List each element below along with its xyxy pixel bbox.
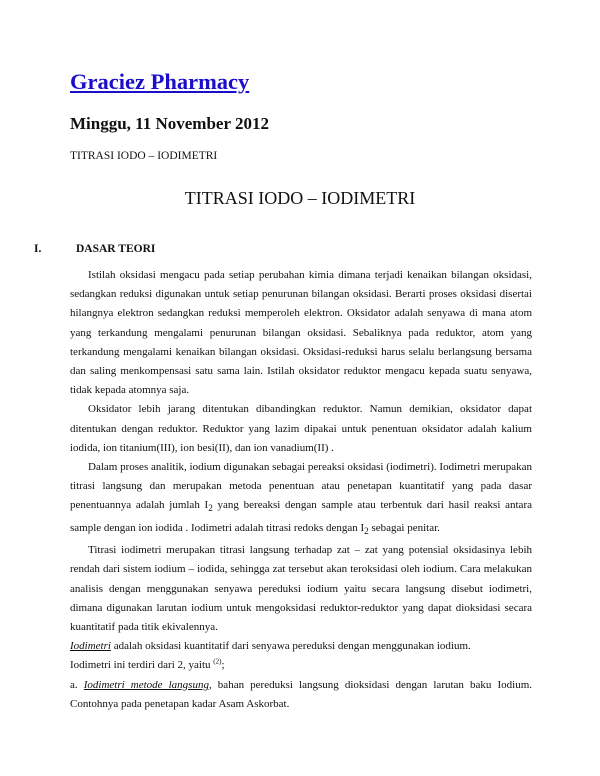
section-number: I.	[34, 243, 42, 255]
iodimetri-term: Iodimetri	[70, 640, 111, 653]
paragraph-1: Istilah oksidasi mengacu pada setiap perubahan kimia dimana terjadi kenaikan bilangan oksidasi, sedangkan reduksi digunakan untuk setiap penurunan bilangan oksidasi. Berarti proses oksidasi disertai hilangnya elektron sedangkan reduksi memperoleh elektron. Oksidator adalah senyawa di mana atom yang terkandung mengalami penurunan bilangan oksidasi. Sebaliknya pada reduktor, atom yang terkandung mengalami kenaikan bilangan oksidasi. Oksidasi-reduksi harus selalu berlangsung bersama dan saling menkompensasi satu sama lain. Istilah oksidator reduktor mengacu kepada suatu senyawa, tidak kepada atomnya saja.	[70, 269, 532, 397]
list-item-a-term: Iodimetri metode langsung	[83, 678, 209, 691]
paragraph-5	[70, 637, 532, 656]
paragraph-4: Titrasi iodimetri merupakan titrasi langsung terhadap zat – zat yang potensial oksidasinya lebih rendah dari sistem iodium – iodida, sehingga zat tersebut akan teroksidasi oleh iodium. Cara melakukan analisis dengan menggunakan senyawa pereduksi iodium yaitu secara langsung disebut iodimetri, dimana digunakan larutan iodium untuk mengoksidasi reduktor-reduktor yang dapat dioksidasi secara kuantitatif pada titik ekivalennya.	[70, 544, 532, 634]
paragraph-2: Oksidator lebih jarang ditentukan dibandingkan reduktor. Namun demikian, oksidator dapat ditentukan dengan reduktor. Reduktor yang lazim dipakai untuk penentuan oksidator adalah kalium iodida, ion titanium(III), ion besi(II), dan ion vanadium(II) .	[70, 403, 532, 454]
paragraph-6-text: Iodimetri ini terdiri dari 2, yaitu	[70, 659, 214, 672]
section-heading	[34, 243, 155, 255]
document-body	[70, 266, 532, 714]
list-item-a-rest: , bahan pereduksi langsung dioksidasi dengan larutan baku Iodium. Contohnya pada penetapan kadar Asam Askorbat.	[70, 678, 533, 710]
paragraph-3-part-a: Dalam proses analitik, iodium digunakan sebagai pereaksi oksidasi (iodimetri). Iodimetri merupakan titrasi langsung dan merupakan metoda penentuan atau penetapan kuantitatif yang pada dasar penentuannya adalah jumlah I	[70, 461, 532, 512]
paragraph-3-part-c: sebagai penitar.	[368, 521, 440, 534]
paragraph-3-part-b: yang bereaksi dengan sample atau terbentuk dari hasil reaksi antara sample dengan ion iodida . Iodimetri adalah titrasi redoks dengan I	[70, 499, 532, 534]
list-item-a	[70, 676, 532, 714]
paragraph-6	[70, 656, 532, 675]
post-title: TITRASI IODO – IODIMETRI	[70, 150, 218, 162]
paragraph-5-rest: adalah oksidasi kuantitatif dari senyawa pereduksi dengan menggunakan iodium.	[110, 640, 471, 653]
paragraph-3	[70, 458, 532, 541]
blog-title-link[interactable]: Graciez Pharmacy	[70, 69, 250, 94]
citation-superscript: (2)	[213, 657, 222, 666]
post-date: Minggu, 11 November 2012	[70, 114, 269, 133]
paragraph-6-end: ;	[221, 659, 225, 672]
subscript-2: 2	[208, 503, 213, 514]
section-title: DASAR TEORI	[76, 243, 156, 255]
list-item-a-label: a.	[70, 678, 84, 691]
subscript-2: 2	[364, 526, 369, 537]
document-heading: TITRASI IODO – IODIMETRI	[184, 188, 416, 208]
